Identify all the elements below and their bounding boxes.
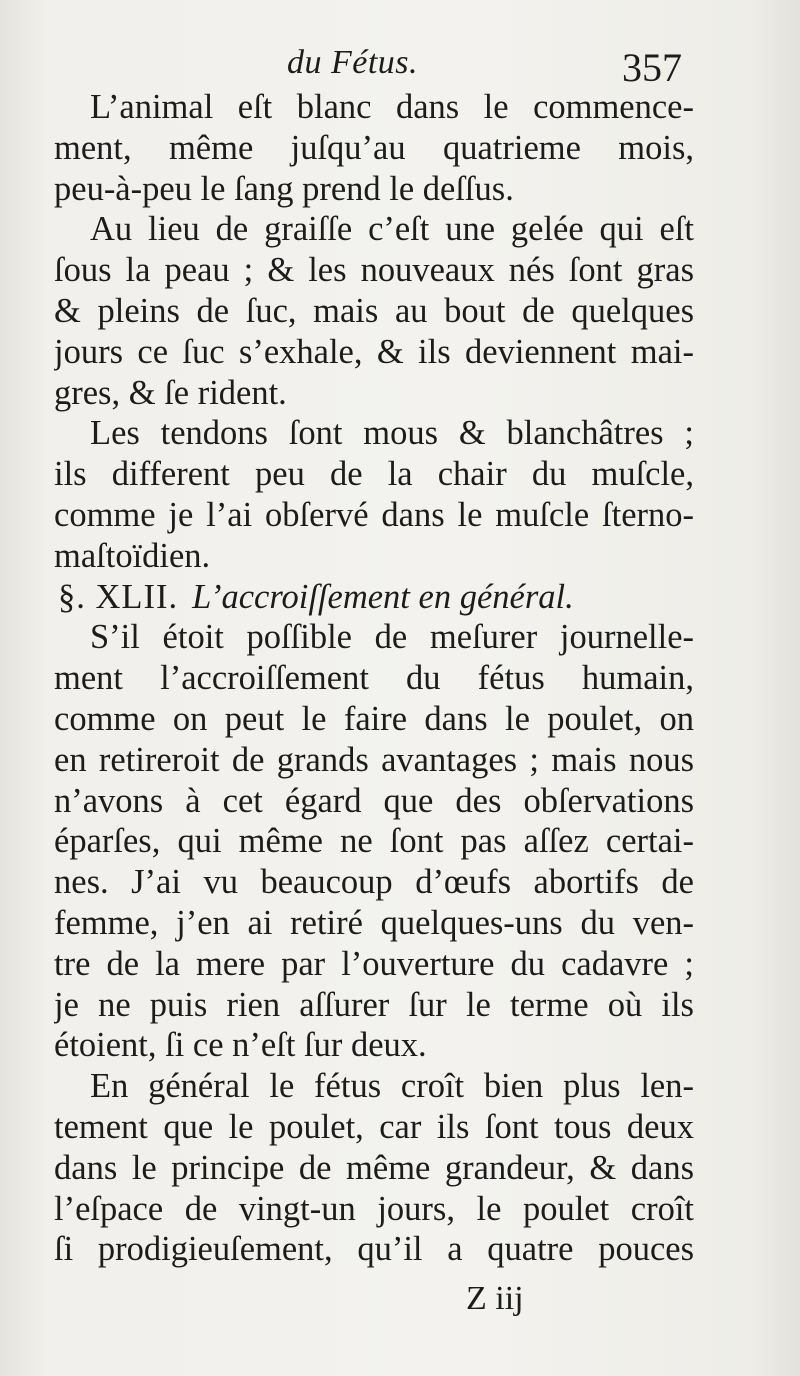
text-line: maſtoïdien.: [54, 536, 211, 575]
text-line: comme on peut le faire dans le poulet, on: [54, 699, 694, 738]
text-line: ment l’accroiſſement du fétus humain,: [54, 659, 694, 698]
text-line: étoient, ſi ce n’eſt ſur deux.: [54, 1026, 427, 1065]
text-line: femme, j’en ai retiré quelques-uns du ven-: [54, 903, 694, 942]
text-line: tement que le poulet, car ils ſont tous deux: [54, 1107, 694, 1146]
text-line: dans le principe de même grandeur, & dans: [54, 1148, 694, 1187]
text-line: Les tendons ſont mous & blanchâtres ;: [90, 414, 694, 453]
page-number: 357: [622, 45, 682, 90]
page-footer: [0, 1280, 800, 1320]
text-line: Au lieu de graiſſe c’eſt une gelée qui eſt: [90, 210, 694, 249]
text-line: je ne puis rien aſſurer ſur le terme où ils: [54, 985, 694, 1024]
text-line: gres, & ſe rident.: [54, 373, 287, 412]
signature-mark: Z iij: [466, 1280, 524, 1317]
page-header: [0, 40, 800, 90]
text-line: En général le fétus croît bien plus len-: [90, 1067, 694, 1106]
text-line: & pleins de ſuc, mais au bout de quelques: [54, 291, 694, 330]
running-title: du Fétus.: [287, 44, 419, 81]
text-line: ſi prodigieuſement, qu’il a quatre pouces: [54, 1230, 694, 1269]
text-line: ils different peu de la chair du muſcle,: [54, 455, 694, 494]
text-line: en retireroit de grands avantages ; mais nous: [54, 740, 694, 779]
text-line: éparſes, qui même ne ſont pas aſſez certai-: [54, 822, 694, 861]
text-line: tre de la mere par l’ouverture du cadavre ;: [54, 944, 694, 983]
text-line: comme je l’ai obſervé dans le muſcle ſterno-: [54, 495, 694, 534]
text-line: n’avons à cet égard que des obſervations: [54, 781, 694, 820]
text-line: S’il étoit poſſible de meſurer journelle-: [90, 618, 694, 657]
text-line: l’eſpace de vingt-un jours, le poulet croît: [54, 1189, 694, 1228]
section-heading: [54, 577, 694, 618]
text-line: L’animal eſt blanc dans le commence-: [90, 88, 694, 126]
section-title: L’accroiſſement en général.: [192, 577, 574, 616]
text-line: ſous la peau ; & les nouveaux nés ſont gras: [54, 251, 694, 290]
text-line: peu-à-peu le ſang prend le deſſus.: [54, 169, 514, 208]
section-number: §. XLII.: [58, 577, 179, 616]
text-line: jours ce ſuc s’exhale, & ils deviennent mai-: [54, 332, 694, 371]
body-text: [54, 87, 694, 1270]
text-line: ment, même juſqu’au quatrieme mois,: [54, 128, 694, 167]
text-line: nes. J’ai vu beaucoup d’œufs abortifs de: [54, 863, 694, 902]
